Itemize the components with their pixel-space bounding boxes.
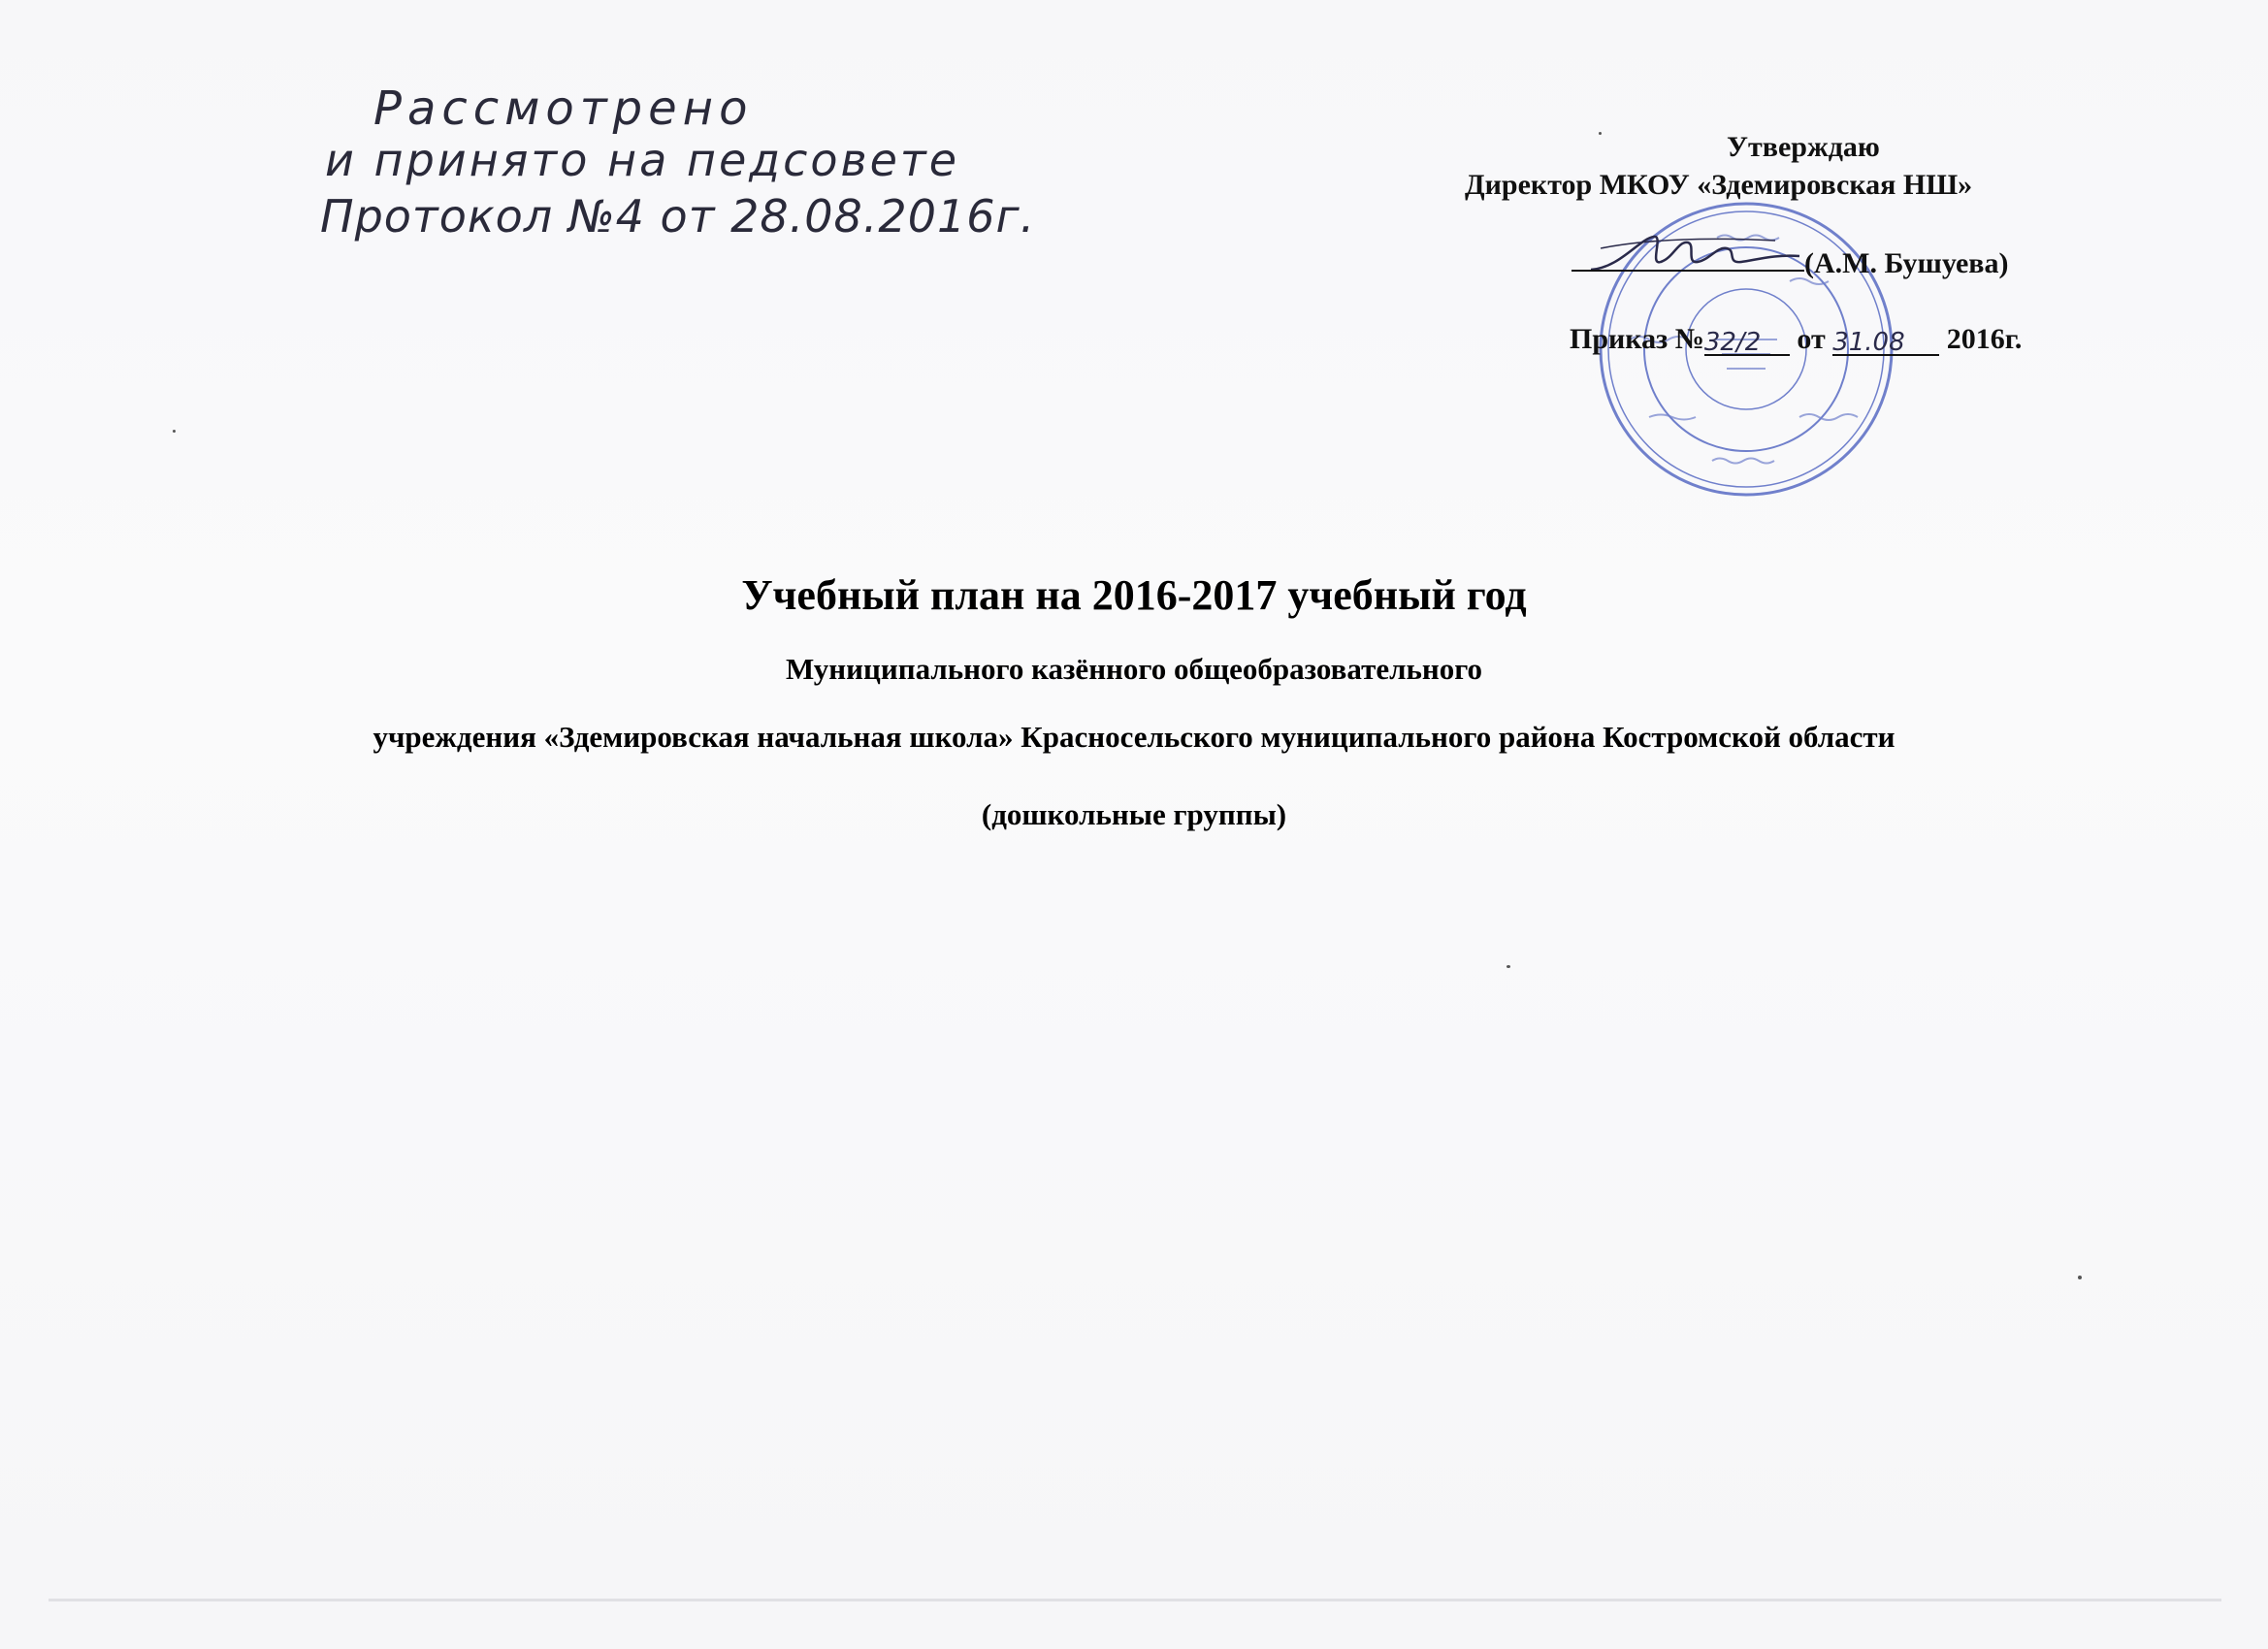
approval-name: (А.М. Бушуева) [1804,247,2009,279]
signature-icon [1581,219,1804,287]
approval-director: Директор МКОУ «Здемировская НШ» [1465,169,1973,201]
handwritten-note-line2: и принято на педсовете [325,134,960,186]
document-subtitle-line3: (дошкольные группы) [981,797,1287,831]
order-number-blank [1704,325,1790,356]
order-number: 32/2 [1703,328,1762,357]
order-from: от [1797,323,1826,355]
document-subtitle-line1: Муниципального казённого общеобразовательного [785,652,1483,686]
order-prefix: Приказ № [1570,323,1704,355]
scan-speck [1599,132,1602,135]
scan-speck [173,430,176,433]
handwritten-note-line1: Рассмотрено [373,81,754,136]
approval-title: Утверждаю [1727,131,1880,163]
signature-line [1571,270,1804,272]
order-date: 31.08 [1832,328,1905,357]
approval-order [1570,323,2022,356]
page-bottom-edge [49,1599,2221,1601]
scan-speck [2078,1276,2082,1279]
order-year: 2016г. [1946,323,2023,355]
order-date-blank [1832,325,1939,356]
scan-speck [1507,965,1510,968]
document-title: Учебный план на 2016-2017 учебный год [741,571,1527,619]
handwritten-note-line3: Протокол №4 от 28.08.2016г. [320,190,1036,242]
document-subtitle-line2: учреждения «Здемировская начальная школа» Красносельского муниципального района Костромской области [373,720,1895,754]
